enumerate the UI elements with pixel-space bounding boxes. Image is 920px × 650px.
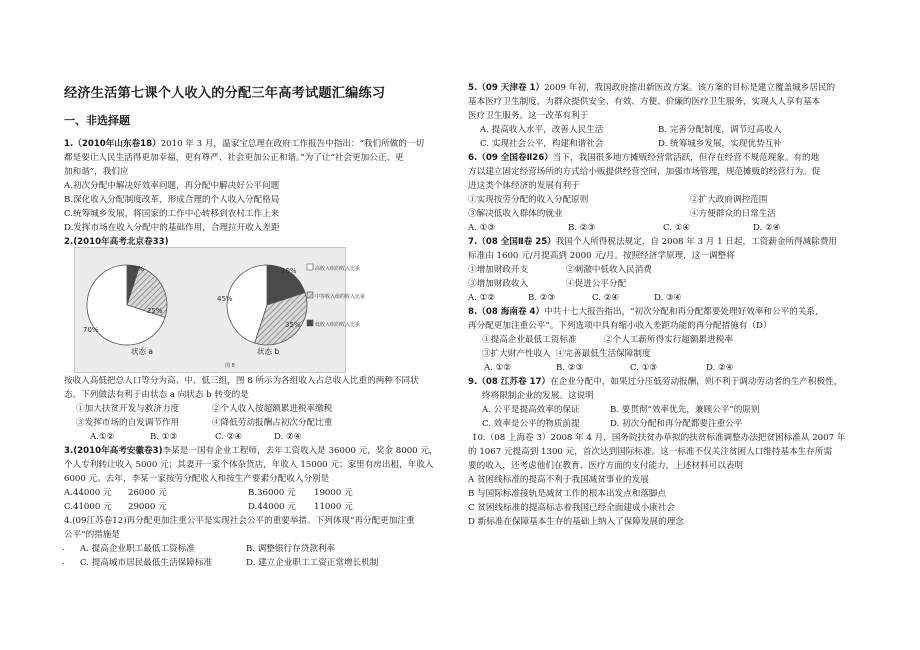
question-8-option-c: C. ①③ [630,363,658,373]
question-8-line-2: 再分配更加注重公平”。下列选项中具有缩小收入差距功能的再分配措施有（D） [468,321,772,331]
question-10-option-d: D 新标准在保障基本生存的基础上纳入了保障发展的理念 [468,517,684,527]
question-2-option-c: C. ②④ [215,432,243,442]
question-10-tag: 10.（08 上海卷 3） [472,433,551,443]
question-6-option-b: B. ②③ [568,223,596,233]
question-4-option-c: C. 提高城市居民最低生活保障标准 [80,558,213,568]
question-6-item-3: ③解决低收入群体的就业 [468,209,563,219]
question-7-line-2: 标准由 1600 元/月提高到 2000 元/月。按照经济学原理，这一调整将 [468,251,735,261]
question-3-option-b-2: 19000 元 [314,488,353,498]
question-4-line-2: 公平”的措施是 [64,530,120,540]
question-8-line-1 [468,306,824,318]
question-8-text: 中共十七大报告指出，“初次分配和再分配都要处理好效率和公平的关系， [544,307,824,317]
question-6-line-1 [468,152,819,164]
section-heading: 一、非选择题 [64,114,130,127]
question-8-option-a: A. ①② [484,363,512,373]
pie-a-label: 5% [133,265,145,273]
question-2-item-1: ①加大扶贫开发与救济力度 [76,404,180,414]
question-7-option-d: D. ③④ [654,293,682,303]
document-title: 经济生活第七课个人收入的分配三年高考试题汇编练习 [64,86,386,101]
pie-b-label: 45% [217,295,233,303]
pie-chart-svg [75,248,366,372]
question-5-line-3: 医疗卫生服务。这一改革有利于 [468,111,589,121]
pie-b-label: 20% [281,267,297,275]
pie-b-label: 35% [285,321,301,329]
question-2-item-3: ③发挥市场的自发调节作用 [76,418,180,428]
question-3-text: 李某是一国有企业工程师，去年工资收入是 36000 元，奖金 8000 元， [162,446,438,456]
question-9-option-c: C. 效率是公平的物质前提 [482,419,580,429]
question-4-tag: 4.(09江苏卷12) [64,516,127,526]
question-10-line-3: 要的收入，还考虑他们在教育、医疗方面的支付能力，上述材料可以表明 [468,461,744,471]
question-1-line-3: 加和谐”，我们应 [64,167,129,177]
question-9-option-d: D. 初次分配和再分配都要注重公平 [610,419,743,429]
question-8-item-2: ②个人工薪所得实行超额累进税率 [604,335,733,345]
question-6-option-d: D. ②④ [753,223,781,233]
question-2-option-b: B. ①③ [150,432,178,442]
question-6-line-3: 进这类个体经济的发展有利于 [468,181,580,191]
question-9-text: 在企业分配中，如果过分压低劳动报酬，则不利于调动劳动者的生产积极性， [550,377,843,387]
legend-swatch [307,264,313,270]
legend-label: 高收入组的收入比重 [315,266,361,272]
question-8-option-d: D. ②④ [706,363,734,373]
pie-a-name: 状态 a [131,347,153,356]
question-8-item-4: ④完善最低生活保障制度 [556,349,651,359]
question-8-item-3: ③扩大财产性收入 [482,349,551,359]
question-6-item-2: ②扩大政府调控范围 [690,195,768,205]
question-9-line-2: 终将限制企业的发展。这说明 [482,391,594,401]
question-3-line-1 [64,445,438,457]
legend-label: 中等收入组的收入比重 [315,294,366,300]
question-1-line-1 [64,138,424,150]
pie-chart-figure [74,247,366,373]
question-7-item-1: ①增加财政开支 [468,265,529,275]
question-7-item-2: ②刺激中低收入民消费 [566,265,652,275]
legend-swatch [307,320,313,326]
question-6-item-1: ①实现按劳分配的收入分配原则 [468,195,589,205]
question-7-item-4: ④促进公平分配 [566,279,627,289]
question-10-option-c: C 贫困线标准的提高标志着我国已经全面建成小康社会 [468,503,675,513]
margin-dot: . [62,543,65,552]
question-10-text: 2008 年 4 月，国务院扶贫办草拟的扶贫标准调整办法把贫困标准从 2007 年 [550,433,846,443]
question-3-option-d: D.44000 元 [248,502,296,512]
question-5-option-d: D. 统筹城乡发展，实现优势互补 [658,139,782,149]
question-6-line-2: 方以建立固定经营场所的方式给小贩提供经营空间，加强市场管理，规范摊贩的经营行为。促 [468,167,821,177]
question-7-line-1 [468,236,837,248]
question-8-item-1: ①提高企业最低工资标准 [482,335,577,345]
question-10-line-2: 的 1067 元提高到 1300 元，首次达到国际标准。这一标准不仅关注贫困人口维持基本生存所需 [468,447,833,457]
question-7-item-3: ③增加财政收入 [468,279,529,289]
question-7-option-b: B. ②③ [528,293,556,303]
question-5-option-a: A. 提高收入水平，改善人民生活 [480,125,604,135]
question-1-option-d: D.发挥市场在收入分配中的基础作用，合理拉开收入差距 [64,223,280,233]
question-1-tag: 1.（2010年山东卷18） [64,139,161,149]
question-4-line-1 [64,515,415,527]
question-5-option-c: C. 实现社会公平，构建和谐社会 [480,139,604,149]
question-5-line-1 [468,82,835,94]
question-6-option-c: C. ①④ [663,223,691,233]
pie-a-label: 25% [147,307,163,315]
question-9-option-a: A. 公平是提高效率的保证 [482,405,580,415]
margin-dot: . [62,557,65,566]
question-1-option-b: B.深化收入分配制度改革，形成合理的个人收入分配格局 [64,195,280,205]
question-3-tag: 3.(2010年高考安徽卷3) [64,446,163,456]
question-9-tag: 9.（08 江苏卷 17） [468,377,551,387]
question-3-option-c: C.41000 元 [64,502,112,512]
question-10-line-1 [472,432,845,444]
question-2-option-d: D. ②④ [274,432,302,442]
question-2-item-2: ②个人收入按超额累进税率缴税 [212,404,333,414]
question-6-tag: 6.（09 全国卷Ⅱ26） [468,153,553,163]
question-5-text: 2009 年初，我国政府推出新医改方案。该方案的目标是建立覆盖城乡居民的 [544,83,836,93]
question-7-tag: 7.（08 全国Ⅱ卷 25） [468,237,556,247]
question-7-option-a: A. ①② [468,293,496,303]
question-9-line-1 [468,376,842,388]
question-3-option-a-2: 26000 元 [128,488,167,498]
question-4-option-d: D. 建立企业职工工资正常增长机制 [246,558,379,568]
question-2-line-1: 按收入高低把总人口等分为高、中、低三组，图 8 所示为各组收入占总收入比重的两种不同状 [64,376,419,386]
question-9-option-b: B. 要贯彻“效率优先，兼顾公平”的原则 [610,405,760,415]
question-6-text: 当下，我国很多地方摊贩经营常活跃，但存在经营不规范现象。有的地 [552,153,820,163]
pie-a-label: 70% [83,326,99,334]
question-4-text: 再分配更加注重公平是实现社会公平的重要举措。下列体现“再分配更加注重 [126,516,415,526]
question-1-option-c: C.统筹城乡发展，将国家的工作中心转移到农村工作上来 [64,209,280,219]
question-6-item-4: ④方便群众的日常生活 [690,209,776,219]
question-1-option-a: A.初次分配中解决好效率问题，再分配中解决好公平问题 [64,181,280,191]
question-10-option-b: B 与国际标准接轨是减贫工作的根本出发点和落脚点 [468,489,667,499]
question-3-option-a: A.44000 元 [64,488,112,498]
question-10-option-a: A 贫困线标准的提高不利于我国减贫事业的发展 [468,475,649,485]
question-1-line-2: 都是要让人民生活得更加幸福，更有尊严、社会更加公正和谐。”为了让“社会更加公正、更 [64,153,404,163]
question-6-option-a: A. ①③ [468,223,496,233]
question-5-tag: 5.（09 天津卷 1） [468,83,545,93]
question-5-option-b: B. 完善分配制度，调节过高收入 [658,125,782,135]
question-2-item-4: ④降低劳动报酬占初次分配比重 [212,418,333,428]
question-2-line-2: 态。下列做法有利于由状态 a 向状态 b 转变的是 [64,390,249,400]
question-7-text: 我国个人所得税法规定，自 2008 年 3 月 1 日起，工资薪金所得减除费用 [555,237,838,247]
question-3-line-3: 6000 元。去年，李某一家按劳分配收入和按生产要素分配收入分别是 [64,474,330,484]
pie-b-name: 状态 b [257,347,280,356]
figure-caption: 图 8 [225,363,235,369]
legend-label: 低收入组的收入比重 [315,322,361,328]
question-8-option-b: B. ②③ [556,363,584,373]
question-3-option-b: B.36000 元 [248,488,296,498]
question-3-line-2: 个人专利转让收入 5000 元；其妻开一家个体杂货店，年收入 15000 元；家里有房出租，年收入 [64,460,434,470]
question-3-option-c-2: 29000 元 [128,502,167,512]
question-4-option-b: B. 调整银行存贷款利率 [246,544,336,554]
question-2-tag-text: 2.(2010年高考北京卷33) [64,237,169,247]
legend-swatch [307,292,313,298]
question-7-option-c: C. ②④ [592,293,620,303]
question-2-option-a: A.①② [90,432,115,442]
question-5-line-2: 基本医疗卫生制度，为群众提供安全、有效、方便、价廉的医疗卫生服务，实现人人享有基本 [468,97,821,107]
question-4-option-a: A. 提高企业职工最低工资标准 [80,544,195,554]
question-8-tag: 8.（08 海南卷 4） [468,307,545,317]
question-1-text: 2010 年 3 月，温家宝总理在政府工作报告中指出：“我们所做的一切 [160,139,425,149]
question-3-option-d-2: 11000 元 [314,502,353,512]
